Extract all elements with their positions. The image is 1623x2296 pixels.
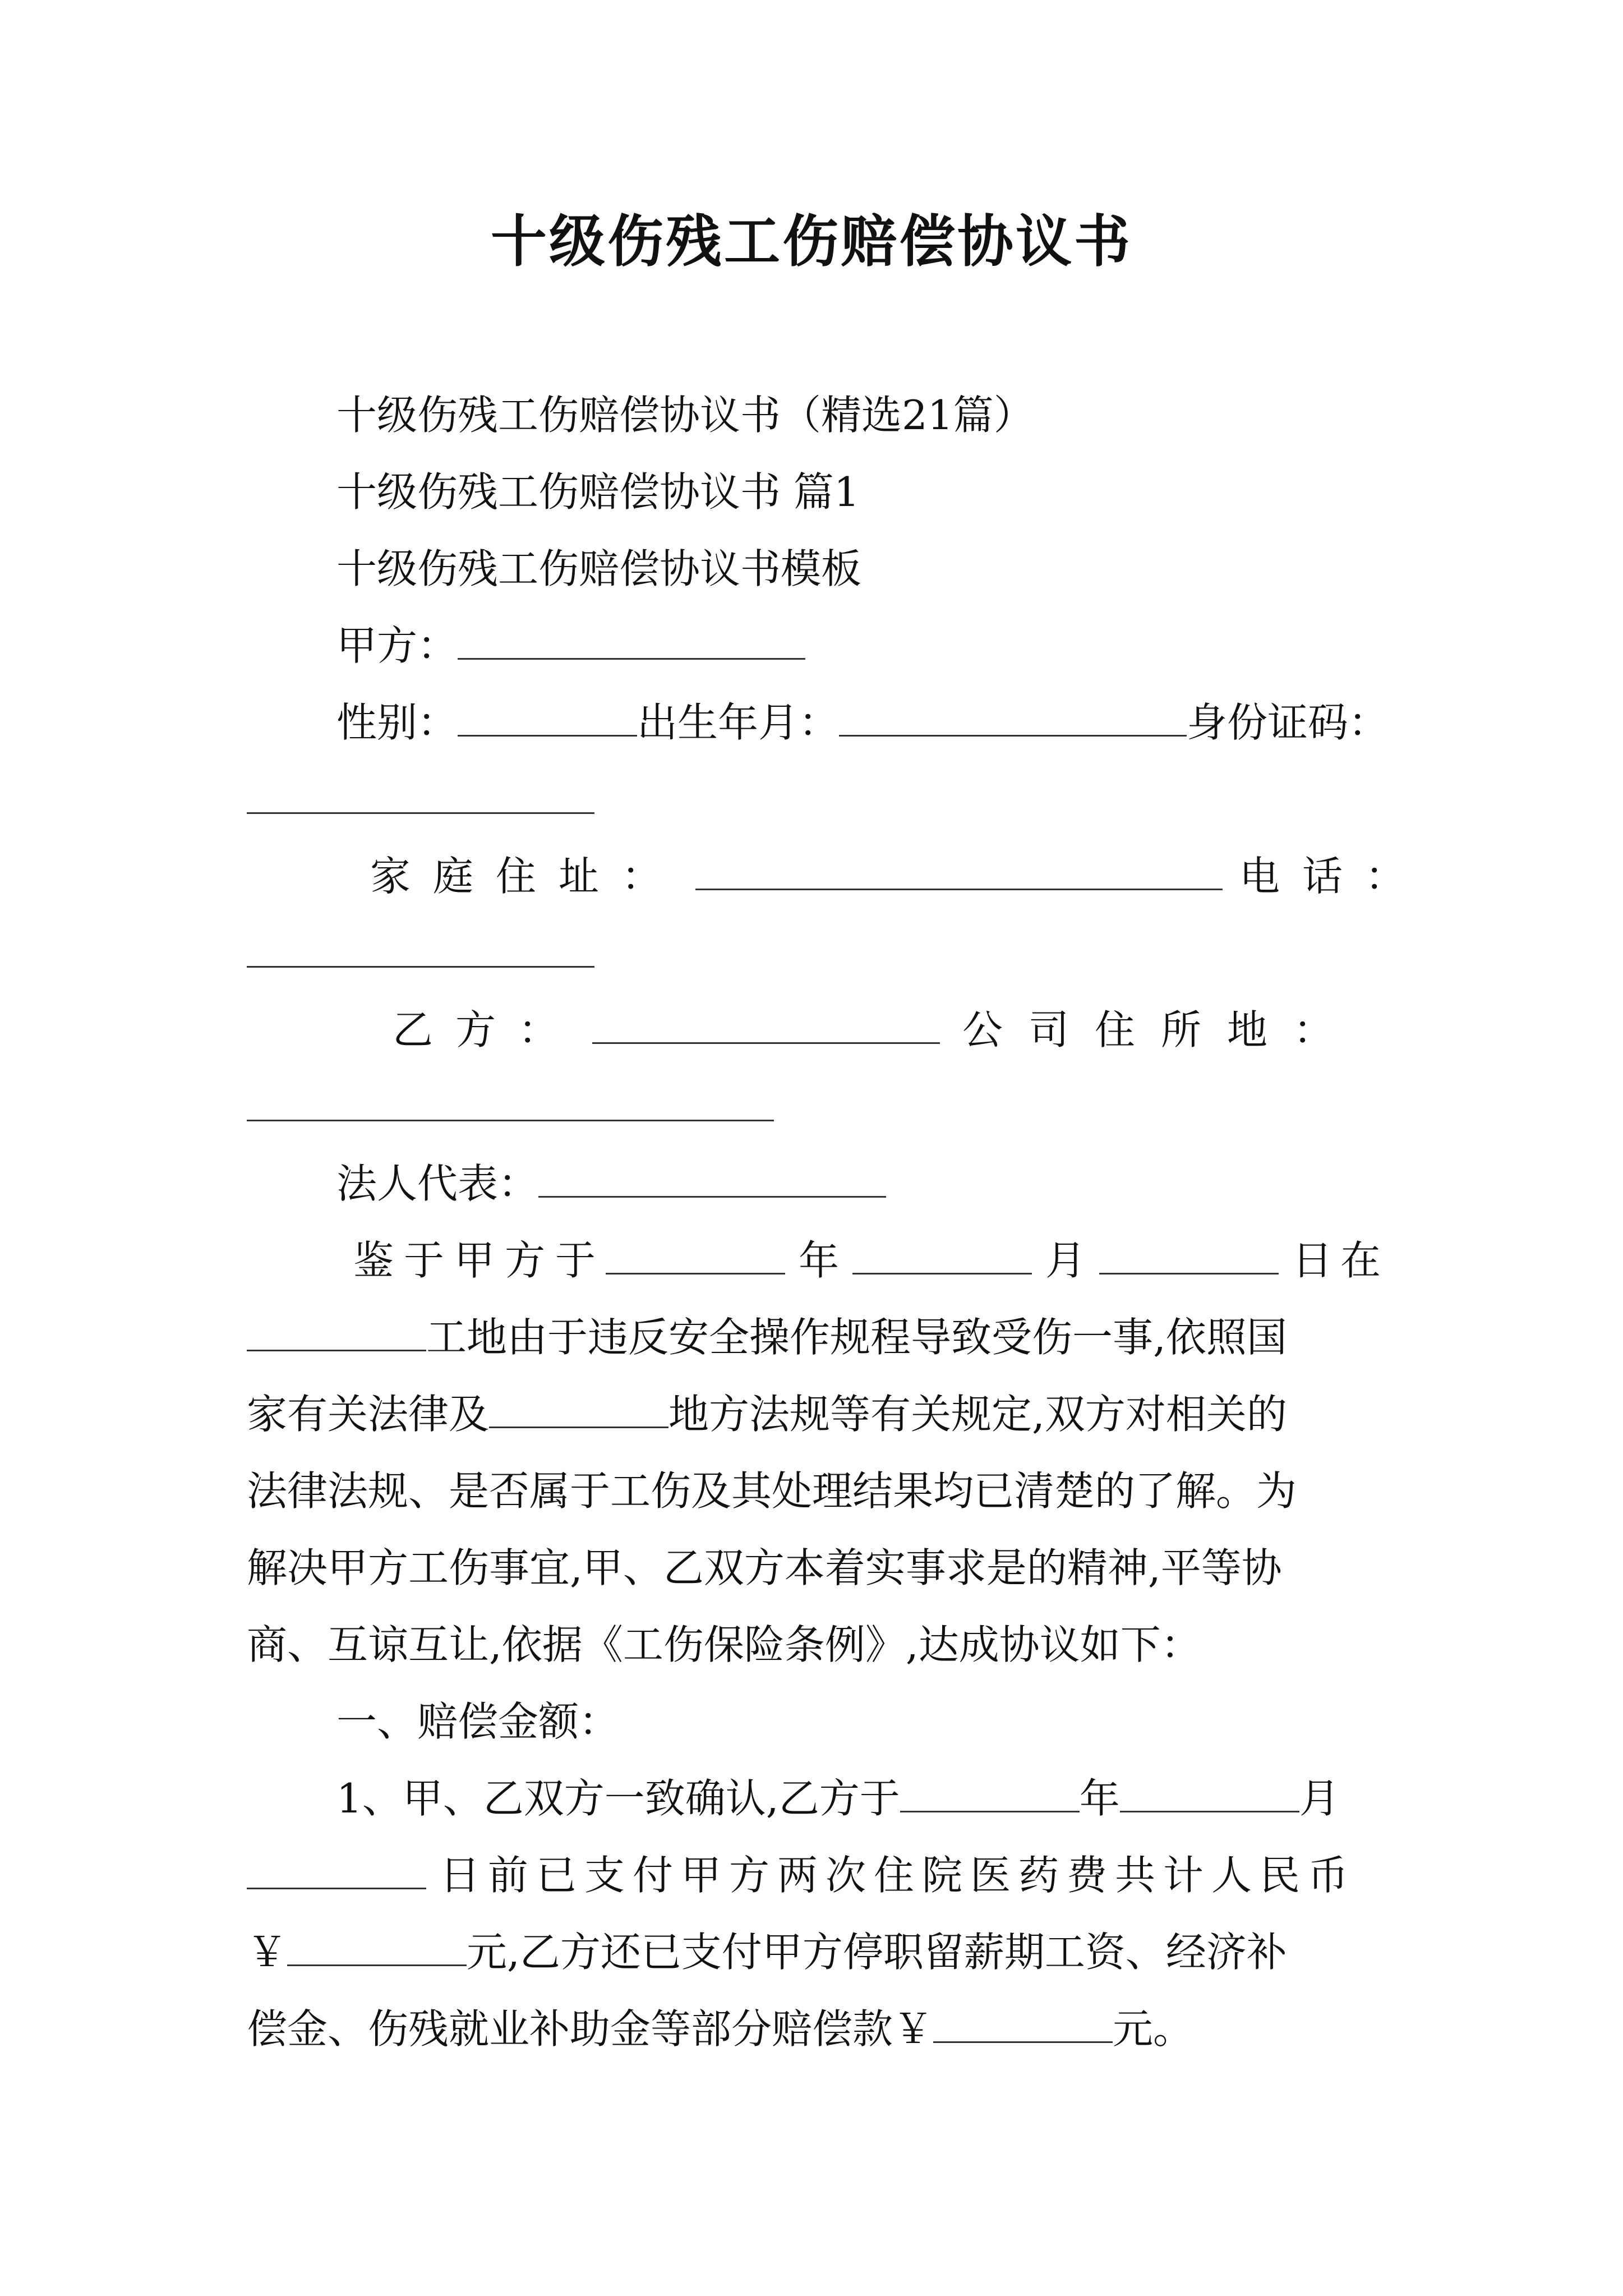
whereas-prefix: 鉴于甲方于 (353, 1237, 606, 1284)
clause-1-month: 月 (1299, 1775, 1340, 1822)
whereas-row-6: 商、互谅互让,依据《工伤保险条例》,达成协议如下： (247, 1621, 1201, 1668)
clause-1-line4a: 偿金、伤残就业补助金等部分赔偿款￥ (247, 2005, 934, 2053)
part-heading: 十级伤残工伤赔偿协议书 篇1 (336, 468, 860, 516)
whereas-site-blank (247, 1310, 426, 1351)
clause-1-line4b: 元。 (1113, 2005, 1194, 2053)
clause-1-prefix: 1、甲、乙双方一致确认,乙方于 (336, 1775, 900, 1822)
clause-1-row-3 (247, 1924, 1385, 1980)
id-label: 身份证码： (1187, 699, 1389, 746)
legal-rep-row (336, 1156, 1475, 1212)
gender-blank (458, 696, 637, 737)
company-address-label: 公司住所地： (962, 1006, 1360, 1053)
party-a-blank (458, 619, 805, 660)
subtitle: 十级伤残工伤赔偿协议书（精选21篇） (336, 392, 1034, 439)
birth-blank (839, 696, 1187, 737)
gender-label: 性别： (336, 699, 458, 746)
gender-row (336, 694, 1475, 751)
birth-label: 出生年月： (637, 699, 840, 746)
address-label: 家庭住址： (370, 853, 685, 900)
whereas-row-3 (247, 1386, 1385, 1442)
whereas-year-blank (606, 1234, 785, 1274)
party-b-blank (592, 1003, 940, 1044)
party-a-label: 甲方： (336, 622, 458, 669)
template-title: 十级伤残工伤赔偿协议书模板 (336, 545, 862, 592)
clause-1-year-blank (900, 1772, 1080, 1812)
clause-1-compensation-amount-blank (933, 2002, 1113, 2043)
legal-rep-blank (538, 1157, 886, 1198)
address-blank (695, 849, 1223, 890)
company-address-blank (247, 1120, 774, 1121)
clause-1-row-4 (247, 2001, 1385, 2057)
document-title: 十级伤残工伤赔偿协议书 (491, 208, 1132, 274)
whereas-line2: 工地由于违反安全操作规程导致受伤一事,依照国 (426, 1314, 1287, 1361)
whereas-day-blank (1099, 1234, 1279, 1274)
clause-1-line3a: ￥ (247, 1929, 288, 1976)
clause-1-year: 年 (1079, 1775, 1120, 1822)
section-1-heading: 一、赔偿金额： (336, 1698, 620, 1745)
whereas-row-2 (247, 1309, 1385, 1365)
id-blank (247, 812, 594, 814)
whereas-row-5: 解决甲方工伤事宜,甲、乙双方本着实事求是的精神,平等协 (247, 1544, 1282, 1591)
whereas-day: 日在 (1292, 1237, 1389, 1284)
whereas-year: 年 (799, 1237, 840, 1284)
phone-blank (247, 966, 594, 968)
whereas-line3a: 家有关法律及 (247, 1391, 490, 1438)
whereas-month-blank (852, 1234, 1032, 1274)
clause-1-row-2 (247, 1847, 1385, 1903)
party-a-row (336, 618, 1475, 674)
phone-label: 电话： (1239, 853, 1428, 900)
address-row (370, 848, 1428, 904)
whereas-month: 月 (1045, 1237, 1086, 1284)
clause-1-line2: 日前已支付甲方两次住院医药费共计人民币 (440, 1852, 1357, 1899)
clause-1-line3b: 元,乙方还已支付甲方停职留薪期工资、经济补 (467, 1929, 1287, 1976)
whereas-line3b: 地方法规等有关规定,双方对相关的 (668, 1391, 1287, 1438)
clause-1-month-blank (1120, 1772, 1299, 1812)
party-b-row (393, 1002, 1385, 1058)
clause-1-day-blank (247, 1848, 426, 1889)
legal-rep-label: 法人代表： (336, 1160, 539, 1207)
clause-1-medical-amount-blank (287, 1925, 467, 1966)
whereas-region-blank (489, 1387, 668, 1428)
clause-1-row-1 (336, 1770, 1475, 1826)
whereas-row-4: 法律法规、是否属于工伤及其处理结果均已清楚的了解。为 (247, 1467, 1297, 1515)
whereas-row-1 (353, 1232, 1389, 1289)
party-b-label: 乙方： (393, 1006, 582, 1053)
